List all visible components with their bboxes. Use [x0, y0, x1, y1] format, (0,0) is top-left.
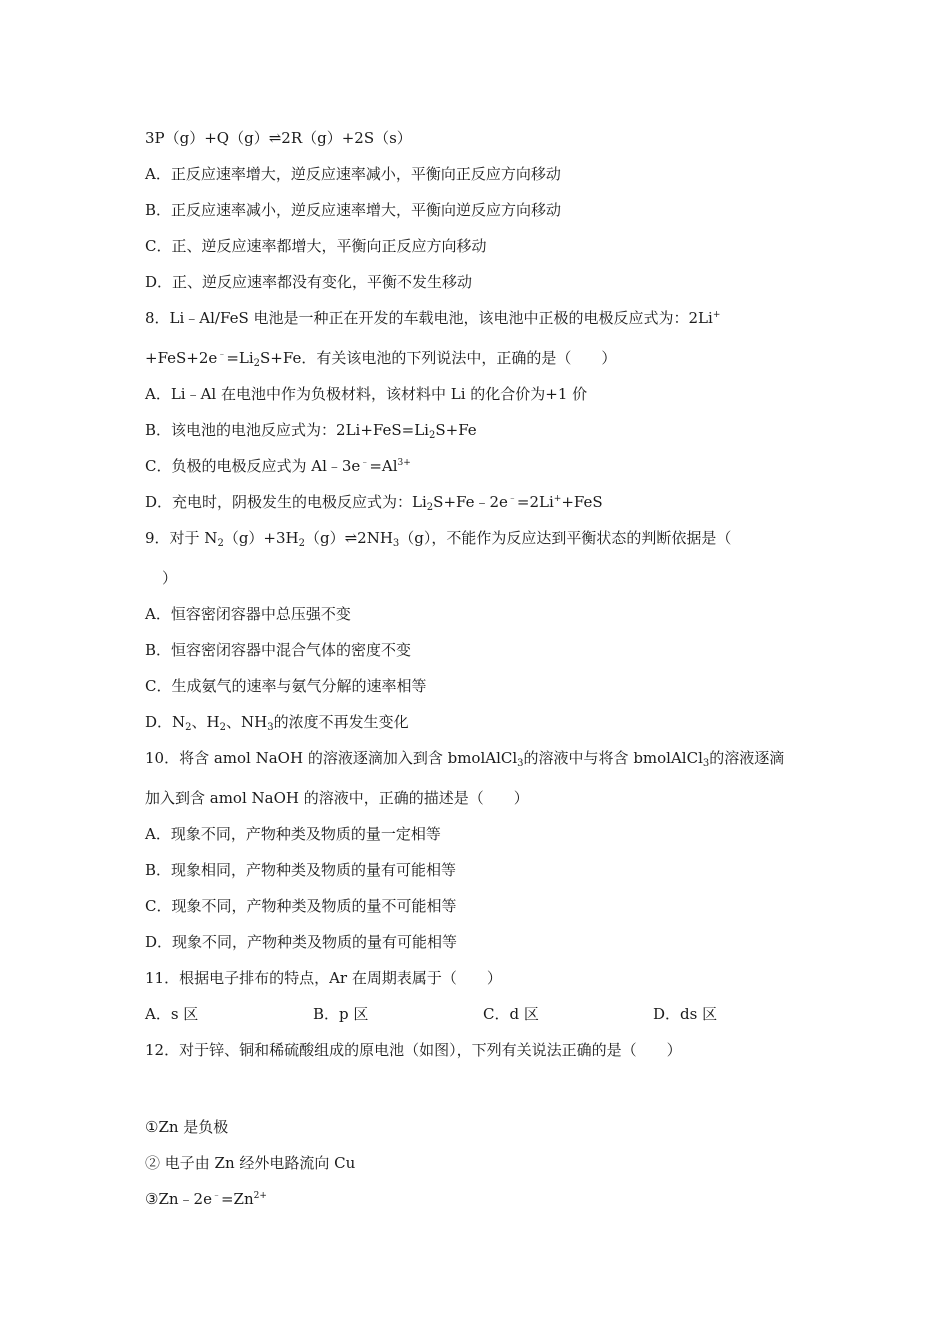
q7-equation: 3P（g）+Q（g）⇌2R（g）+2S（s）	[145, 129, 412, 147]
q11-option-b: B．p 区	[313, 1005, 369, 1023]
q8-stem-line2: $+FeS+2e^﹣=Li_2S+Fe$．有关该电池的下列说法中，正确的是（ ）	[145, 349, 617, 369]
q10-stem-line2: 加入到含 amol NaOH 的溶液中，正确的描述是（ ）	[145, 789, 529, 807]
q8-option-c: C．负极的电极反应式为 $Al﹣3e^﹣=Al^{3+}$	[145, 457, 411, 475]
q9-option-b: B．恒容密闭容器中混合气体的密度不变	[145, 641, 412, 659]
q12-item-1: ①Zn 是负极	[145, 1118, 229, 1136]
q10-option-b: B．现象相同，产物种类及物质的量有可能相等	[145, 861, 457, 879]
q9-option-c: C．生成氨气的速率与氨气分解的速率相等	[145, 677, 427, 695]
q9-option-a: A．恒容密闭容器中总压强不变	[145, 605, 351, 623]
q12-item-2: ② 电子由 Zn 经外电路流向 Cu	[145, 1154, 356, 1172]
q7-option-b: B．正反应速率减小，逆反应速率增大，平衡向逆反应方向移动	[145, 201, 562, 219]
q8-stem-line1: 8．Li﹣Al/FeS 电池是一种正在开发的车载电池，该电池中正极的电极反应式为：2Li+	[145, 309, 721, 327]
q7-option-c: C．正、逆反应速率都增大，平衡向正反应方向移动	[145, 237, 487, 255]
q7-option-a: A．正反应速率增大，逆反应速率减小，平衡向正反应方向移动	[145, 165, 561, 183]
q11-option-d: D．ds 区	[653, 1005, 718, 1023]
q9-stem-cont: ）	[162, 569, 178, 587]
q8-option-b: B．该电池的电池反应式为：$2Li+FeS=Li_2S+Fe$	[145, 421, 477, 441]
q10-option-c: C．现象不同，产物种类及物质的量不可能相等	[145, 897, 457, 915]
q8-option-a: A．Li﹣Al 在电池中作为负极材料，该材料中 Li 的化合价为+1 价	[145, 385, 588, 403]
q12-item-3: $③Zn﹣2e^﹣=Zn^{2+}$	[145, 1190, 267, 1208]
q11-option-c: C．d 区	[483, 1005, 539, 1023]
q11-option-a: A．s 区	[145, 1005, 199, 1023]
q10-option-d: D．现象不同，产物种类及物质的量有可能相等	[145, 933, 458, 951]
q10-stem-line1: 10．将含 amol NaOH 的溶液逐滴加入到含 bmolAlCl$_3$的溶液中与将含 bmolAlCl$_3$的溶液逐滴	[145, 749, 785, 769]
q11-stem: 11．根据电子排布的特点，Ar 在周期表属于（ ）	[145, 969, 502, 987]
q9-option-d: D．$N_2$、$H_2$、$NH_3$的浓度不再发生变化	[145, 713, 409, 733]
q11-options	[145, 1004, 845, 1024]
q10-option-a: A．现象不同，产物种类及物质的量一定相等	[145, 825, 441, 843]
q8-option-d: D．充电时，阴极发生的电极反应式为：$Li_2S+Fe﹣2e^﹣=2Li^++FeS$	[145, 493, 603, 513]
q12-stem: 12．对于锌、铜和稀硫酸组成的原电池（如图），下列有关说法正确的是（ ）	[145, 1041, 682, 1059]
q9-stem: 9．对于 $N_2(g)+3H_2(g)\rightleftharpoons 2NH_3(g)$，不能作为反应达到平衡状态的判断依据是（	[145, 529, 732, 549]
q7-option-d: D．正、逆反应速率都没有变化，平衡不发生移动	[145, 273, 473, 291]
